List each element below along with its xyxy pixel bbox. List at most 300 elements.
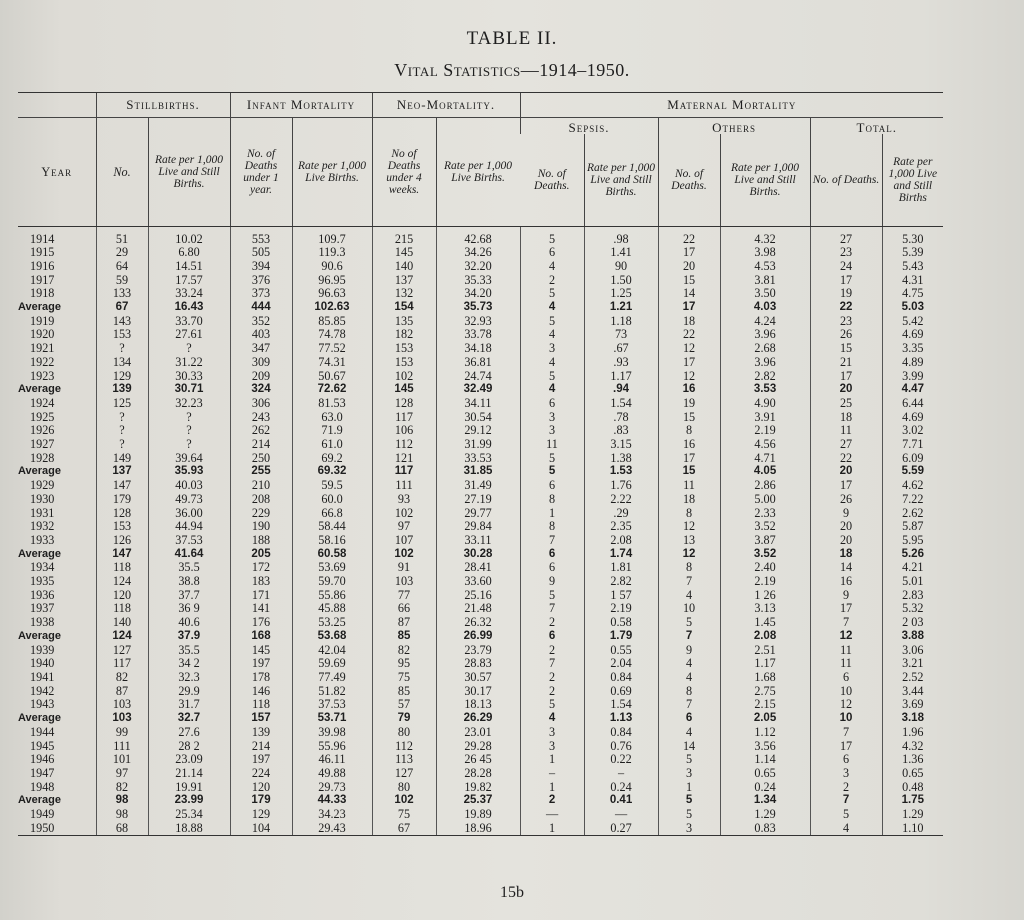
value-cell: 3.96 <box>720 356 810 370</box>
value-cell: 12 <box>810 698 882 712</box>
value-cell: 17.57 <box>148 274 230 288</box>
value-cell: 96.95 <box>292 274 372 288</box>
value-cell: 3.98 <box>720 246 810 260</box>
value-cell: 18 <box>810 548 882 562</box>
value-cell: 1.36 <box>882 753 943 767</box>
year-cell: 1949 <box>30 807 55 822</box>
value-cell: 352 <box>230 315 292 329</box>
value-cell: 35.5 <box>148 644 230 658</box>
header-sepsis: Sepsis. <box>520 118 658 135</box>
value-cell: 127 <box>372 767 436 781</box>
table-row <box>18 452 943 466</box>
value-cell: 1 26 <box>720 589 810 603</box>
value-cell: 33.60 <box>436 575 520 589</box>
value-cell: 111 <box>96 740 148 754</box>
year-cell: 1928 <box>30 450 55 465</box>
value-cell: 77 <box>372 589 436 603</box>
value-cell: 26 <box>810 328 882 342</box>
value-cell: 4.69 <box>882 328 943 342</box>
value-cell: 18.13 <box>436 698 520 712</box>
value-cell: .83 <box>584 424 658 438</box>
value-cell: 17 <box>658 356 720 370</box>
value-cell: 34.18 <box>436 342 520 356</box>
value-cell: 209 <box>230 370 292 384</box>
value-cell: 0.69 <box>584 685 658 699</box>
average-row <box>18 301 943 315</box>
value-cell: 82 <box>96 671 148 685</box>
value-cell: 112 <box>372 740 436 754</box>
value-cell: 12 <box>658 548 720 562</box>
value-cell: 1.41 <box>584 246 658 260</box>
year-cell: Average <box>18 712 62 725</box>
year-cell: 1944 <box>30 724 55 739</box>
value-cell: 2.15 <box>720 698 810 712</box>
value-cell: 22 <box>658 328 720 342</box>
value-cell: 93 <box>372 493 436 507</box>
value-cell: 29.84 <box>436 520 520 534</box>
value-cell: 111 <box>372 479 436 493</box>
value-cell: 3.96 <box>720 328 810 342</box>
value-cell: 5.30 <box>882 226 943 246</box>
value-cell: 63.0 <box>292 411 372 425</box>
value-cell: ? <box>148 342 230 356</box>
year-cell: 1932 <box>30 519 55 534</box>
value-cell: 21 <box>810 356 882 370</box>
value-cell: 128 <box>372 397 436 411</box>
value-cell: 16 <box>658 438 720 452</box>
value-cell: 95 <box>372 657 436 671</box>
value-cell: 127 <box>96 644 148 658</box>
value-cell: 3 <box>520 411 584 425</box>
value-cell: 394 <box>230 260 292 274</box>
header-sepsis-rate: Rate per 1,000 Live and Still Births. <box>584 134 658 226</box>
value-cell: 172 <box>230 561 292 575</box>
value-cell: 3.13 <box>720 602 810 616</box>
header-neo-mortality: Neo-Mortality. <box>372 93 520 118</box>
value-cell: 27.61 <box>148 328 230 342</box>
value-cell: 74.78 <box>292 328 372 342</box>
value-cell: 21.14 <box>148 767 230 781</box>
value-cell: 3.87 <box>720 534 810 548</box>
value-cell: 37.53 <box>148 534 230 548</box>
value-cell: 117 <box>96 657 148 671</box>
value-cell: 3 <box>658 822 720 836</box>
value-cell: 15 <box>658 465 720 479</box>
value-cell: 32.93 <box>436 315 520 329</box>
value-cell: 26.32 <box>436 616 520 630</box>
table-row <box>18 753 943 767</box>
value-cell: ? <box>148 424 230 438</box>
year-cell: 1914 <box>30 231 55 246</box>
value-cell: 30.54 <box>436 411 520 425</box>
value-cell: 20 <box>658 260 720 274</box>
value-cell: 26 <box>810 493 882 507</box>
table-row <box>18 424 943 438</box>
value-cell: 2.19 <box>720 575 810 589</box>
value-cell: 149 <box>96 452 148 466</box>
table-row <box>18 342 943 356</box>
header-infant-mortality: Infant Mortality <box>230 93 372 118</box>
value-cell: 74.31 <box>292 356 372 370</box>
table-row <box>18 767 943 781</box>
year-cell: 1945 <box>30 738 55 753</box>
value-cell: 6 <box>520 630 584 644</box>
value-cell: .78 <box>584 411 658 425</box>
value-cell: 137 <box>372 274 436 288</box>
value-cell: 2 <box>520 685 584 699</box>
value-cell: 139 <box>96 383 148 397</box>
value-cell: 4 <box>520 328 584 342</box>
value-cell: 10 <box>810 685 882 699</box>
value-cell: 19.82 <box>436 781 520 795</box>
value-cell: 1 <box>658 781 720 795</box>
value-cell: 6 <box>520 548 584 562</box>
value-cell: 59.69 <box>292 657 372 671</box>
value-cell: 2 <box>520 794 584 808</box>
value-cell: 103 <box>96 712 148 726</box>
value-cell: 121 <box>372 452 436 466</box>
header-infant-no: No. of Deaths under 1 year. <box>230 118 292 227</box>
value-cell: 6 <box>520 479 584 493</box>
value-cell: 2 <box>520 274 584 288</box>
value-cell: 7 <box>810 616 882 630</box>
value-cell: 373 <box>230 287 292 301</box>
value-cell: 126 <box>96 534 148 548</box>
year-cell: 1918 <box>30 286 55 301</box>
value-cell: 37.7 <box>148 589 230 603</box>
value-cell: 4.69 <box>882 411 943 425</box>
value-cell: 120 <box>96 589 148 603</box>
value-cell: 35.5 <box>148 561 230 575</box>
value-cell: 6.09 <box>882 452 943 466</box>
value-cell: 1.13 <box>584 712 658 726</box>
value-cell: 3.81 <box>720 274 810 288</box>
value-cell: 4.05 <box>720 465 810 479</box>
value-cell: 1.81 <box>584 561 658 575</box>
average-row <box>18 794 943 808</box>
value-cell: 55.96 <box>292 740 372 754</box>
value-cell: .29 <box>584 507 658 521</box>
value-cell: 30.71 <box>148 383 230 397</box>
value-cell: 99 <box>96 726 148 740</box>
page-number: 15b <box>500 884 524 901</box>
year-cell: 1920 <box>30 327 55 342</box>
header-maternal-mortality: Maternal Mortality <box>520 93 943 118</box>
value-cell: 4 <box>520 301 584 315</box>
value-cell: 17 <box>810 479 882 493</box>
value-cell: — <box>584 808 658 822</box>
year-cell: 1943 <box>30 697 55 712</box>
value-cell: 1 57 <box>584 589 658 603</box>
value-cell: 8 <box>520 493 584 507</box>
year-cell: Average <box>18 465 62 478</box>
value-cell: 102 <box>372 370 436 384</box>
value-cell: 134 <box>96 356 148 370</box>
value-cell: 82 <box>372 644 436 658</box>
value-cell: 1.54 <box>584 698 658 712</box>
value-cell: 3.21 <box>882 657 943 671</box>
value-cell: 103 <box>372 575 436 589</box>
value-cell: 3 <box>520 424 584 438</box>
value-cell: 31.49 <box>436 479 520 493</box>
value-cell: 3.69 <box>882 698 943 712</box>
value-cell: 2.05 <box>720 712 810 726</box>
value-cell: 104 <box>230 822 292 836</box>
year-cell: 1948 <box>30 779 55 794</box>
value-cell: 31.99 <box>436 438 520 452</box>
value-cell: 30.28 <box>436 548 520 562</box>
value-cell: 1.75 <box>882 794 943 808</box>
value-cell: 179 <box>96 493 148 507</box>
value-cell: 68 <box>96 822 148 836</box>
value-cell: 4.31 <box>882 274 943 288</box>
value-cell: 28.28 <box>436 767 520 781</box>
value-cell: 58.44 <box>292 520 372 534</box>
value-cell: 2.08 <box>720 630 810 644</box>
value-cell: 24 <box>810 260 882 274</box>
value-cell: 250 <box>230 452 292 466</box>
value-cell: 4 <box>658 671 720 685</box>
value-cell: 39.98 <box>292 726 372 740</box>
value-cell: 80 <box>372 781 436 795</box>
value-cell: 22 <box>810 301 882 315</box>
average-row <box>18 630 943 644</box>
header-neo-rate: Rate per 1,000 Live Births. <box>436 118 520 227</box>
value-cell: 31.22 <box>148 356 230 370</box>
value-cell: 25.34 <box>148 808 230 822</box>
year-cell: Average <box>18 301 62 314</box>
value-cell: 376 <box>230 274 292 288</box>
year-cell: 1917 <box>30 272 55 287</box>
value-cell: 224 <box>230 767 292 781</box>
year-cell: 1929 <box>30 478 55 493</box>
value-cell: ? <box>96 411 148 425</box>
value-cell: 4 <box>520 260 584 274</box>
value-cell: 85 <box>372 630 436 644</box>
value-cell: 4 <box>810 822 882 836</box>
value-cell: 1 <box>520 822 584 836</box>
value-cell: 19 <box>658 397 720 411</box>
value-cell: 22 <box>658 226 720 246</box>
value-cell: 25 <box>810 397 882 411</box>
value-cell: 26.99 <box>436 630 520 644</box>
value-cell: – <box>584 767 658 781</box>
value-cell: 66 <box>372 602 436 616</box>
value-cell: 14.51 <box>148 260 230 274</box>
table-row <box>18 657 943 671</box>
value-cell: 17 <box>658 246 720 260</box>
value-cell: 72.62 <box>292 383 372 397</box>
value-cell: 15 <box>658 411 720 425</box>
value-cell: 23.01 <box>436 726 520 740</box>
value-cell: 14 <box>810 561 882 575</box>
value-cell: ? <box>148 411 230 425</box>
year-cell: 1947 <box>30 765 55 780</box>
value-cell: 32.20 <box>436 260 520 274</box>
value-cell: 90.6 <box>292 260 372 274</box>
value-cell: 1.17 <box>720 657 810 671</box>
value-cell: 33.11 <box>436 534 520 548</box>
value-cell: 0.76 <box>584 740 658 754</box>
value-cell: 42.68 <box>436 226 520 246</box>
value-cell: 229 <box>230 507 292 521</box>
table-row <box>18 726 943 740</box>
value-cell: 2.22 <box>584 493 658 507</box>
value-cell: 9 <box>658 644 720 658</box>
value-cell: 23 <box>810 246 882 260</box>
table-row <box>18 561 943 575</box>
value-cell: 7.71 <box>882 438 943 452</box>
value-cell: 8 <box>658 685 720 699</box>
value-cell: 7 <box>520 657 584 671</box>
value-cell: 58.16 <box>292 534 372 548</box>
value-cell: 53.69 <box>292 561 372 575</box>
value-cell: 3.52 <box>720 548 810 562</box>
value-cell: 53.71 <box>292 712 372 726</box>
value-cell: 444 <box>230 301 292 315</box>
value-cell: 5.43 <box>882 260 943 274</box>
year-cell: 1919 <box>30 313 55 328</box>
value-cell: 8 <box>658 561 720 575</box>
value-cell: 135 <box>372 315 436 329</box>
value-cell: 4 <box>658 589 720 603</box>
value-cell: 5 <box>520 698 584 712</box>
value-cell: 4.75 <box>882 287 943 301</box>
value-cell: 69.2 <box>292 452 372 466</box>
value-cell: 49.88 <box>292 767 372 781</box>
header-total-rate: Rate per 1,000 Live and Still Births <box>882 134 943 226</box>
value-cell: 3.88 <box>882 630 943 644</box>
value-cell: 2.82 <box>720 370 810 384</box>
value-cell: 129 <box>230 808 292 822</box>
table-row <box>18 808 943 822</box>
value-cell: 5.42 <box>882 315 943 329</box>
average-row <box>18 383 943 397</box>
value-cell: 190 <box>230 520 292 534</box>
value-cell: ? <box>96 424 148 438</box>
value-cell: 197 <box>230 657 292 671</box>
table-row <box>18 356 943 370</box>
value-cell: 5 <box>658 808 720 822</box>
value-cell: 5.01 <box>882 575 943 589</box>
value-cell: 44.94 <box>148 520 230 534</box>
value-cell: 4.24 <box>720 315 810 329</box>
value-cell: 11 <box>520 438 584 452</box>
value-cell: 214 <box>230 438 292 452</box>
value-cell: 34.23 <box>292 808 372 822</box>
value-cell: 28.83 <box>436 657 520 671</box>
value-cell: 17 <box>658 452 720 466</box>
value-cell: 5.95 <box>882 534 943 548</box>
value-cell: 3.53 <box>720 383 810 397</box>
value-cell: 27.6 <box>148 726 230 740</box>
value-cell: 31.7 <box>148 698 230 712</box>
header-infant-rate: Rate per 1,000 Live Births. <box>292 118 372 227</box>
value-cell: 29.28 <box>436 740 520 754</box>
value-cell: 143 <box>96 315 148 329</box>
value-cell: 113 <box>372 753 436 767</box>
header-others: Others <box>658 118 810 135</box>
value-cell: 81.53 <box>292 397 372 411</box>
value-cell: 2.86 <box>720 479 810 493</box>
value-cell: 1.21 <box>584 301 658 315</box>
value-cell: 3 <box>520 740 584 754</box>
value-cell: 69.32 <box>292 465 372 479</box>
value-cell: 8 <box>658 507 720 521</box>
value-cell: 208 <box>230 493 292 507</box>
value-cell: 2.52 <box>882 671 943 685</box>
value-cell: 1.12 <box>720 726 810 740</box>
value-cell: 0.41 <box>584 794 658 808</box>
value-cell: 20 <box>810 465 882 479</box>
value-cell: 153 <box>372 356 436 370</box>
value-cell: ? <box>148 438 230 452</box>
value-cell: 2.62 <box>882 507 943 521</box>
value-cell: 90 <box>584 260 658 274</box>
value-cell: 243 <box>230 411 292 425</box>
value-cell: 3.56 <box>720 740 810 754</box>
average-row <box>18 465 943 479</box>
value-cell: 49.73 <box>148 493 230 507</box>
table-row <box>18 644 943 658</box>
value-cell: 59 <box>96 274 148 288</box>
value-cell: 178 <box>230 671 292 685</box>
year-cell: 1915 <box>30 245 55 260</box>
value-cell: 6 <box>810 671 882 685</box>
value-cell: 66.8 <box>292 507 372 521</box>
value-cell: 107 <box>372 534 436 548</box>
value-cell: 0.65 <box>882 767 943 781</box>
value-cell: 147 <box>96 548 148 562</box>
value-cell: 1.17 <box>584 370 658 384</box>
value-cell: 5 <box>520 370 584 384</box>
value-cell: ? <box>96 342 148 356</box>
year-cell: 1924 <box>30 395 55 410</box>
value-cell: 145 <box>230 644 292 658</box>
value-cell: 4.32 <box>882 740 943 754</box>
value-cell: 36 9 <box>148 602 230 616</box>
value-cell: 40.03 <box>148 479 230 493</box>
table-row <box>18 698 943 712</box>
value-cell: 2 <box>520 671 584 685</box>
year-cell: 1946 <box>30 752 55 767</box>
value-cell: 25.37 <box>436 794 520 808</box>
value-cell: 28 2 <box>148 740 230 754</box>
value-cell: 7 <box>810 794 882 808</box>
value-cell: 12 <box>658 520 720 534</box>
value-cell: 3 <box>658 767 720 781</box>
year-cell: 1933 <box>30 532 55 547</box>
year-cell: 1937 <box>30 601 55 616</box>
value-cell: 0.27 <box>584 822 658 836</box>
value-cell: 1.50 <box>584 274 658 288</box>
value-cell: 5 <box>658 753 720 767</box>
value-cell: 154 <box>372 301 436 315</box>
value-cell: 6 <box>810 753 882 767</box>
table-body <box>18 226 943 836</box>
year-cell: 1927 <box>30 437 55 452</box>
value-cell: 71.9 <box>292 424 372 438</box>
value-cell: 1 <box>520 507 584 521</box>
value-cell: 553 <box>230 226 292 246</box>
year-cell: Average <box>18 383 62 396</box>
value-cell: 176 <box>230 616 292 630</box>
value-cell: 2 <box>520 644 584 658</box>
value-cell: 91 <box>372 561 436 575</box>
value-cell: 27 <box>810 226 882 246</box>
value-cell: 0.22 <box>584 753 658 767</box>
value-cell: 5 <box>520 287 584 301</box>
